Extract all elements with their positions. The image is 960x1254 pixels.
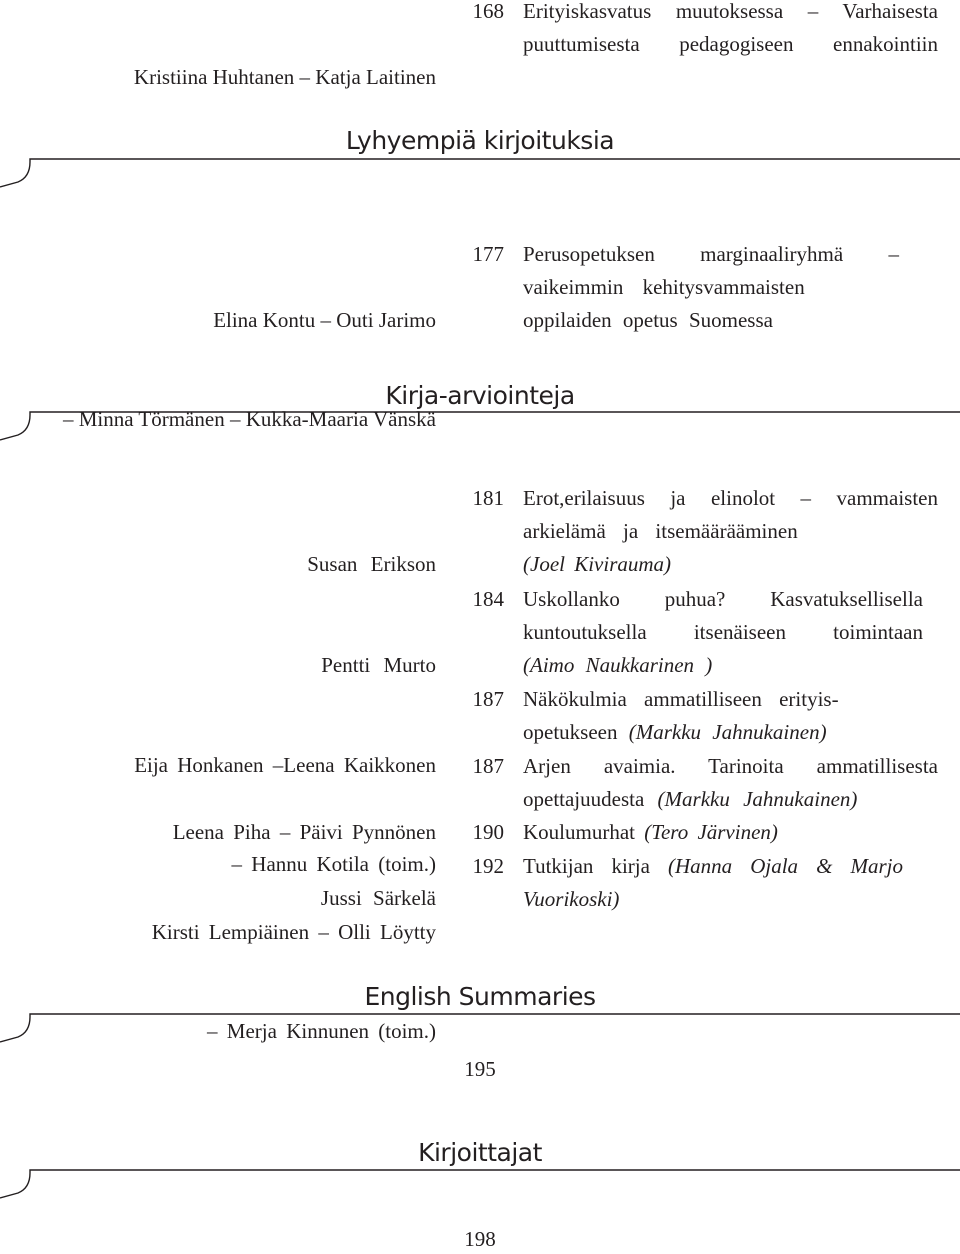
section-divider: [0, 152, 960, 192]
title-text: Koulumurhat: [523, 820, 635, 844]
title-line: puuttumisesta pedagogiseen ennakointiin: [523, 32, 938, 56]
title-line: arkielämä ja itsemäärääminen: [523, 519, 798, 543]
title-line: Arjen avaimia. Tarinoita ammatillisesta: [523, 754, 938, 778]
title-line: [523, 816, 938, 849]
reviewer: (Hanna Ojala & Marjo: [668, 854, 904, 878]
title-line: Erot,erilaisuus ja elinolot – vammaisten: [523, 486, 938, 510]
author-line: – Merja Kinnunen (toim.): [207, 1019, 436, 1043]
entry-page: 192: [472, 854, 504, 878]
entry-page: 177: [472, 242, 504, 266]
section-heading: Kirjoittajat: [418, 1138, 542, 1167]
entry-title: [523, 683, 938, 749]
entry-title: [523, 816, 938, 849]
title-text: opetukseen: [523, 720, 618, 744]
entry-page: 181: [472, 486, 504, 510]
entry-title: [523, 750, 938, 816]
reviewer-cont: Vuorikoski): [523, 887, 620, 911]
title-line: Perusopetuksen marginaaliryhmä –: [523, 242, 899, 266]
title-line: Uskollanko puhua? Kasvatuksellisella: [523, 587, 923, 611]
section-page: 198: [464, 1227, 496, 1251]
section-heading: Lyhyempiä kirjoituksia: [345, 126, 615, 155]
title-line: [523, 850, 903, 883]
entry-page: 187: [472, 754, 504, 778]
section-page: 195: [464, 1057, 496, 1081]
author-line: Jussi Särkelä: [320, 886, 436, 910]
entry-title: [523, 238, 899, 337]
author-line: Pentti Murto: [321, 653, 436, 677]
author-line: – Minna Törmänen – Kukka-Maaria Vänskä: [62, 407, 436, 431]
title-line: [523, 783, 938, 816]
entry-title: [523, 850, 903, 916]
author-line: Susan Erikson: [307, 552, 436, 576]
section-divider: [0, 1163, 960, 1203]
reviewer: (Tero Järvinen): [644, 820, 778, 844]
author-line: – Hannu Kotila (toim.): [231, 852, 436, 876]
entry-title: [523, 0, 938, 61]
entry-page: 190: [472, 820, 504, 844]
author-line: Elina Kontu – Outi Jarimo: [213, 308, 436, 332]
title-line: Näkökulmia ammatilliseen erityis-: [523, 687, 839, 711]
author-line: Kristiina Huhtanen – Katja Laitinen: [133, 65, 436, 89]
author-line: Leena Piha – Päivi Pynnönen: [172, 820, 436, 844]
title-text: opettajuudesta: [523, 787, 645, 811]
section-divider: [0, 1007, 960, 1047]
title-line: oppilaiden opetus Suomessa: [523, 308, 773, 332]
section-heading: English Summaries: [364, 982, 596, 1011]
title-line: [523, 716, 938, 749]
entry-title: [523, 583, 923, 682]
reviewer: (Joel Kivirauma): [523, 552, 672, 576]
entry-title: [523, 482, 938, 581]
reviewer: (Aimo Naukkarinen ): [523, 653, 713, 677]
entry-authors: [0, 238, 436, 502]
section-divider: [0, 405, 960, 445]
title-line: vaikeimmin kehitysvammaisten: [523, 275, 805, 299]
section-heading: Kirja-arviointeja: [385, 381, 575, 410]
entry-page: 187: [472, 687, 504, 711]
entry-page: 184: [472, 587, 504, 611]
title-text: Tutkijan kirja: [523, 854, 650, 878]
reviewer: (Markku Jahnukainen): [657, 787, 858, 811]
reviewer: (Markku Jahnukainen): [628, 720, 827, 744]
title-line: Erityiskasvatus muutoksessa – Varhaisesta: [523, 0, 938, 23]
author-line: Kirsti Lempiäinen – Olli Löytty: [151, 920, 436, 944]
entry-page: 168: [472, 0, 504, 23]
title-line: kuntoutuksella itsenäiseen toimintaan: [523, 620, 923, 644]
author-line: Eija Honkanen –Leena Kaikkonen: [134, 753, 436, 777]
